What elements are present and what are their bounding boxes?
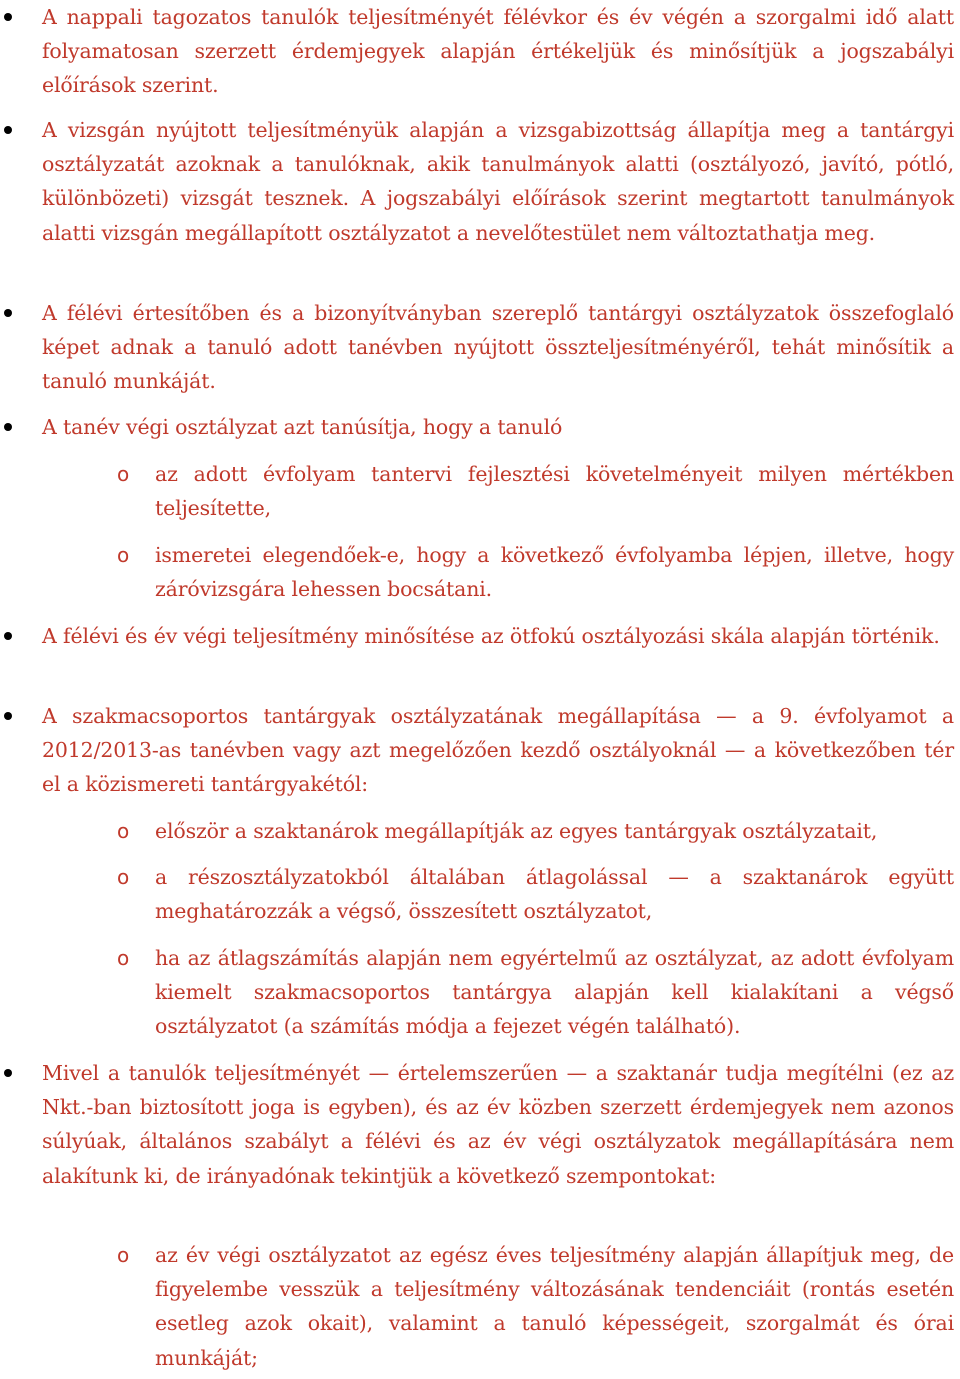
circle-bullet-icon: o <box>117 462 130 486</box>
sub-list-item <box>0 860 960 928</box>
sub-list-item <box>0 941 960 1044</box>
sub-item-text: a részosztályzatokból általában átlagolással — a szaktanárok együtt meghatározzák a végső, összesített osztályzatot, <box>155 865 954 924</box>
bullet-text: A félévi és év végi teljesítmény minősítése az ötfokú osztályozási skála alapján történik. <box>42 624 940 648</box>
bullet-item <box>0 0 960 103</box>
bullet-dot-icon <box>4 712 12 720</box>
bullet-dot-icon <box>4 13 12 21</box>
bullet-item <box>0 113 960 250</box>
bullet-item <box>0 699 960 802</box>
sub-item-text: ha az átlagszámítás alapján nem egyértelmű az osztályzat, az adott évfolyam kiemelt szakmacsoportos tantárgya alapján kell kialakítani a végső osztályzatot (a számítás módja a fejezet végén található). <box>155 946 954 1039</box>
circle-bullet-icon: o <box>117 946 130 970</box>
bullet-dot-icon <box>4 632 12 640</box>
bullet-item <box>0 296 960 399</box>
bullet-text: A félévi értesítőben és a bizonyítványban szereplő tantárgyi osztályzatok összefoglaló képet adnak a tanuló adott tanévben nyújtott összteljesítményéről, tehát minősítik a tanuló munkáját. <box>42 301 954 394</box>
circle-bullet-icon: o <box>117 1243 130 1267</box>
bullet-text: A tanév végi osztályzat azt tanúsítja, hogy a tanuló <box>42 415 563 439</box>
bullet-dot-icon <box>4 126 12 134</box>
bullet-dot-icon <box>4 1069 12 1077</box>
circle-bullet-icon: o <box>117 865 130 889</box>
sub-list-item <box>0 1238 960 1375</box>
bullet-item <box>0 619 960 653</box>
bullet-item <box>0 1056 960 1193</box>
bullet-text: A vizsgán nyújtott teljesítményük alapján a vizsgabizottság állapítja meg a tantárgyi osztályzatát azoknak a tanulóknak, akik tanulmányok alatti (osztályozó, javító, pótló, különbözeti) vizsgát tesznek. A jogszabályi előírások szerint megtartott tanulmányok alatti vizsgán megállapított osztályzatot a nevelőtestület nem változtathatja meg. <box>42 118 954 245</box>
sub-item-text: az adott évfolyam tantervi fejlesztési követelményeit milyen mértékben teljesítette, <box>155 462 954 521</box>
bullet-item <box>0 410 960 444</box>
sub-item-text: ismeretei elegendőek-e, hogy a következő évfolyamba lépjen, illetve, hogy záróvizsgára lehessen bocsátani. <box>155 543 954 602</box>
bullet-text: A szakmacsoportos tantárgyak osztályzatának megállapítása — a 9. évfolyamot a 2012/2013-as tanévben vagy azt megelőzően kezdő osztályoknál — a következőben tér el a közismereti tantárgyakétól: <box>42 704 954 797</box>
sub-list-item <box>0 457 960 525</box>
bullet-dot-icon <box>4 423 12 431</box>
circle-bullet-icon: o <box>117 819 130 843</box>
bullet-dot-icon <box>4 309 12 317</box>
sub-list-item <box>0 538 960 606</box>
circle-bullet-icon: o <box>117 543 130 567</box>
bullet-text: Mivel a tanulók teljesítményét — értelemszerűen — a szaktanár tudja megítélni (ez az Nkt.-ban biztosított joga is egyben), és az év közben szerzett érdemjegyek nem azonos súlyúak, általános szabályt a félévi és az év végi osztályzatok megállapítására nem alakítunk ki, de irányadónak tekintjük a következő szempontokat: <box>42 1061 954 1188</box>
sub-item-text: először a szaktanárok megállapítják az egyes tantárgyak osztályzatait, <box>155 819 878 843</box>
sub-list-item <box>0 814 960 848</box>
bullet-text: A nappali tagozatos tanulók teljesítményét félévkor és év végén a szorgalmi idő alatt folyamatosan szerzett érdemjegyek alapján értékeljük és minősítjük a jogszabályi előírások szerint. <box>42 5 954 98</box>
sub-item-text: az év végi osztályzatot az egész éves teljesítmény alapján állapítjuk meg, de figyelembe vesszük a teljesítmény változásának tendenciáit (rontás esetén esetleg azok okait), valamint a tanuló képességeit, szorgalmát és órai munkáját; <box>155 1243 954 1370</box>
